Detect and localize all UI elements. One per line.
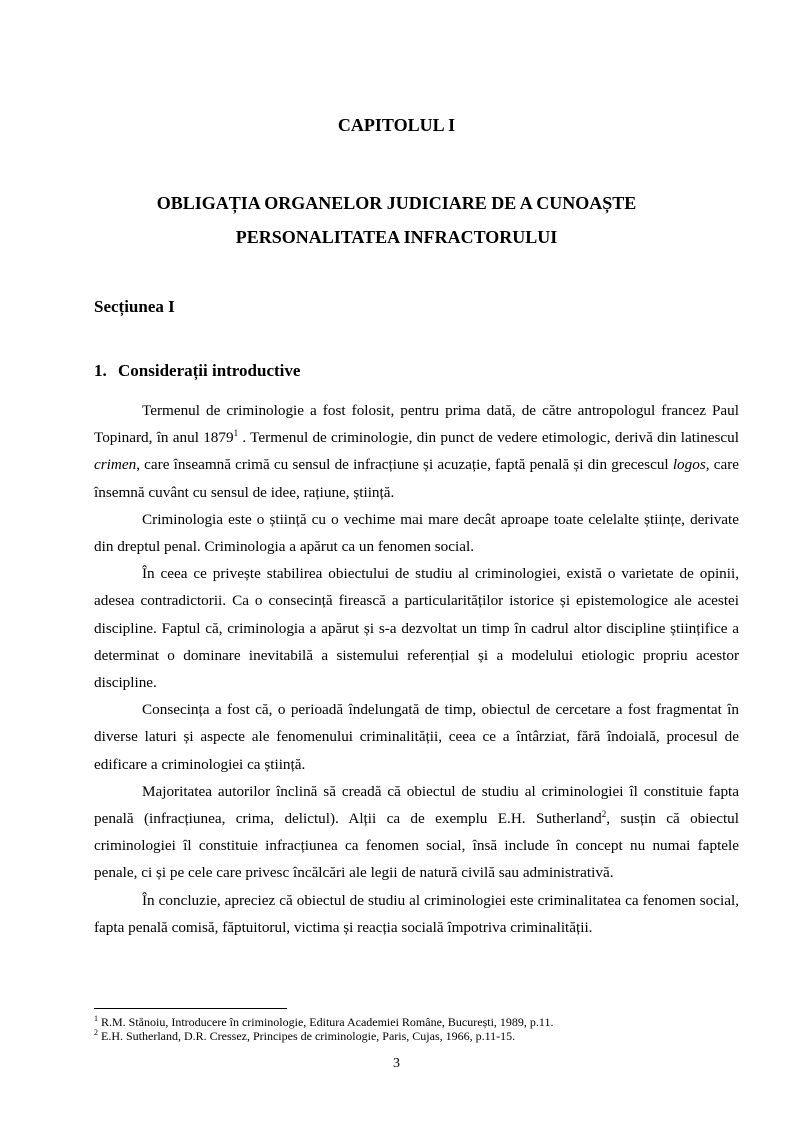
footnote-separator bbox=[94, 1008, 287, 1009]
footnote-2 bbox=[94, 1029, 739, 1043]
footnote-ref-1: 1 bbox=[233, 428, 239, 439]
subsection-heading bbox=[94, 361, 300, 381]
term-crimen: crimen bbox=[94, 456, 137, 474]
chapter-title-line-1: OBLIGAȚIA ORGANELOR JUDICIARE DE A CUNOAȘTE bbox=[156, 193, 637, 213]
page-number: 3 bbox=[393, 1056, 400, 1071]
footnote-1-text: R.M. Stănoiu, Introducere în criminologie, Editura Academiei Române, București, 1989, p.11. bbox=[98, 1015, 554, 1029]
subsection-number: 1. bbox=[94, 361, 107, 380]
paragraph-3: În ceea ce privește stabilirea obiectului de studiu al criminologiei, există o varietate de opinii, adesea contradictorii. Ca o consecință firească a particularităților istorice și epistemologice ale acestei discipline. Faptul că, criminologia a apărut și s-a dezvoltat un timp în cadrul altor discipline științifice a determinat o dominare inevitabilă a sistemului referențial și a modelului etiologic propriu acestor discipline. bbox=[94, 565, 739, 692]
paragraph-1-text-b: . Termenul de criminologie, din punct de vedere etimologic, derivă din latinescul bbox=[238, 429, 739, 447]
footnotes bbox=[94, 1015, 739, 1043]
paragraph-2: Criminologia este o știință cu o vechime mai mare decât aproape toate celelalte științe, derivate din dreptul penal. Criminologia a apărut ca un fenomen social. bbox=[94, 510, 739, 556]
term-logos: logos bbox=[672, 456, 706, 474]
footnote-1 bbox=[94, 1015, 739, 1029]
chapter-heading: CAPITOLUL I bbox=[337, 115, 456, 135]
paragraph-6: În concluzie, apreciez că obiectul de studiu al criminologiei este criminalitatea ca fenomen social, fapta penală comisă, făptuitorul, victima și reacția socială împotriva criminalității. bbox=[94, 891, 739, 936]
paragraph-5-text-a: Majoritatea autorilor înclină să creadă că obiectul de studiu al criminologiei îl constituie fapta penală (infracțiunea, crima, delictul). Alții ca de exemplu E.H. Sutherland bbox=[94, 782, 739, 828]
subsection-title: Considerații introductive bbox=[118, 361, 301, 380]
paragraph-1-text-c: , care înseamnă crimă cu sensul de infracțiune și acuzație, faptă penală și din grecescul bbox=[136, 456, 673, 474]
chapter-title bbox=[94, 186, 699, 254]
paragraph-1-text-a: Termenul de criminologie a fost folosit, pentru prima dată, de către antropologul francez Paul Topinard, în anul 1879 bbox=[94, 402, 739, 447]
footnote-2-mark: 2 bbox=[94, 1028, 98, 1037]
body-text bbox=[94, 397, 739, 941]
paragraph-5 bbox=[94, 778, 739, 887]
footnote-ref-2: 2 bbox=[601, 808, 607, 819]
section-heading: Secțiunea I bbox=[94, 297, 175, 316]
chapter-title-line-2: PERSONALITATEA INFRACTORULUI bbox=[235, 227, 558, 247]
paragraph-4: Consecința a fost că, o perioadă îndelungată de timp, obiectul de cercetare a fost fragmentat în diverse laturi și aspecte ale fenomenului criminalității, ceea ce a întârziat, fără îndoială, procesul de edificare a criminologiei ca știință. bbox=[94, 701, 739, 773]
paragraph-5-text-b: , susțin că obiectul criminologiei îl constituie infracțiunea ca fenomen social, însă include în concept nu numai faptele penale, ci și pe cele care privesc încălcări ale legii de natură civilă sau administrativă. bbox=[94, 810, 739, 882]
footnote-2-text: E.H. Sutherland, D.R. Cressez, Principes de criminologie, Paris, Cujas, 1966, p.11-15. bbox=[98, 1029, 516, 1043]
paragraph-1 bbox=[94, 397, 739, 506]
footnote-1-mark: 1 bbox=[94, 1014, 98, 1023]
paragraph-1-text-d: , care însemnă cuvânt cu sensul de idee, rațiune, știință. bbox=[94, 456, 739, 501]
